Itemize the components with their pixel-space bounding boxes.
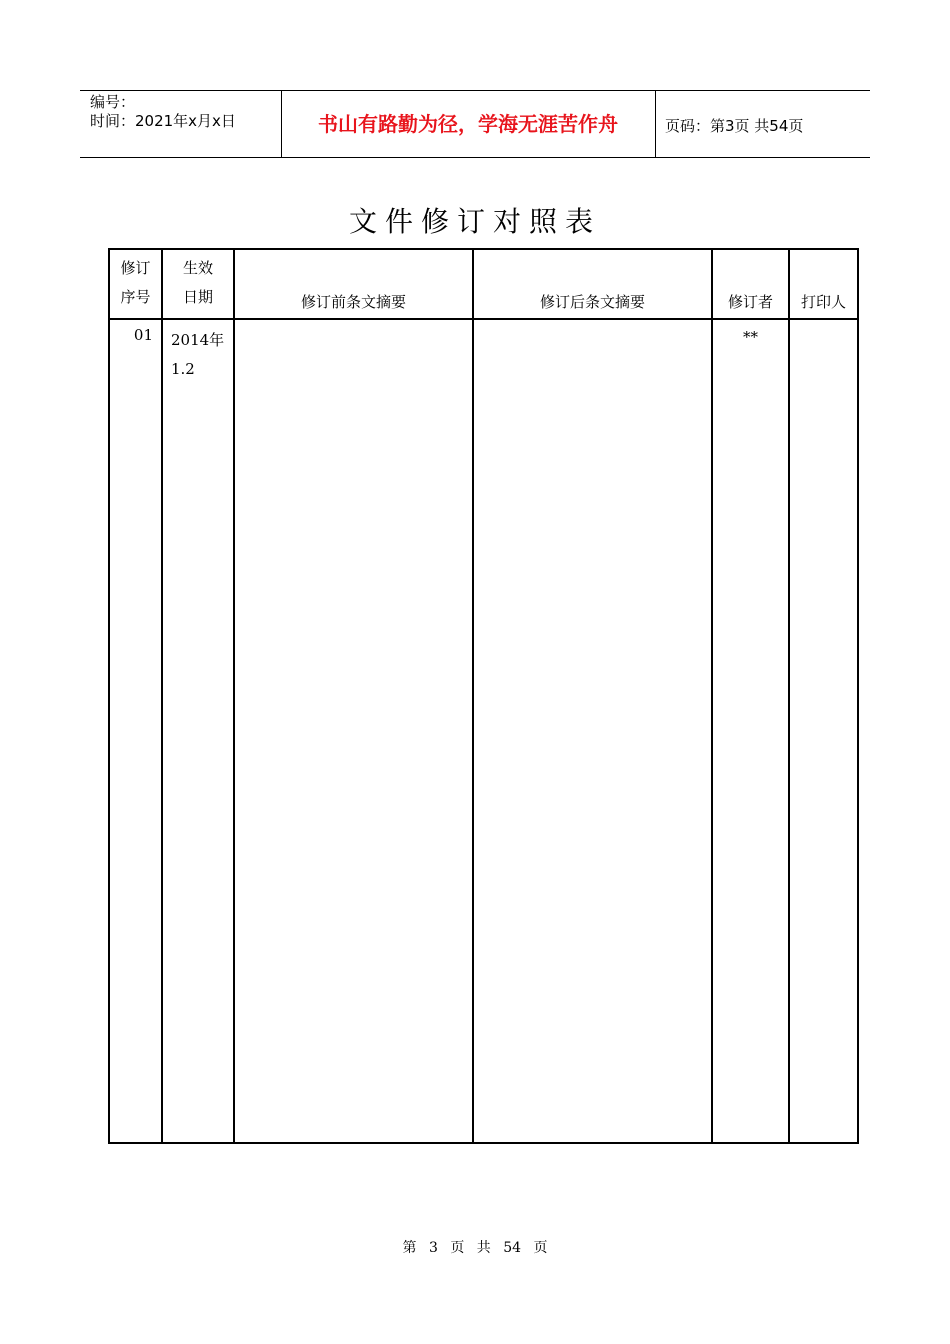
footer-di: 第 (402, 1240, 417, 1256)
header-page-info: 页码：第3页 共54页 (665, 117, 804, 135)
footer-ye2: 页 (533, 1240, 548, 1256)
header-effective-date (162, 249, 234, 319)
footer-page-number: 3 (428, 1240, 438, 1256)
effective-date-value (163, 320, 233, 384)
reviser-value: ** (743, 328, 758, 346)
header-effective-date-line1: 生效 (182, 259, 213, 277)
table-row (109, 319, 858, 1143)
header-rev-no-line2: 序号 (120, 288, 151, 306)
cell-rev-no (109, 319, 162, 1143)
header-printer: 打印人 (789, 249, 858, 319)
rev-no-value: 01 (133, 326, 153, 344)
header-effective-date-line2: 日期 (182, 288, 213, 306)
header-bottom-rule (80, 157, 870, 158)
header-motto: 书山有路勤为径，学海无涯苦作舟 (318, 112, 618, 136)
header-after-summary: 修订后条文摘要 (473, 249, 712, 319)
revision-table (108, 248, 859, 1144)
header-divider-right (655, 90, 656, 158)
cell-before-summary (234, 319, 473, 1143)
cell-after-summary (473, 319, 712, 1143)
footer-gong: 共 (476, 1240, 491, 1256)
cell-reviser (712, 319, 789, 1143)
footer-total-pages: 54 (503, 1240, 522, 1256)
table-header-row (109, 249, 858, 319)
cell-effective-date (162, 319, 234, 1143)
header-meta (90, 93, 236, 131)
header-before-summary: 修订前条文摘要 (234, 249, 473, 319)
header-rev-no (109, 249, 162, 319)
document-number-label: 编号： (90, 93, 136, 111)
page-footer (0, 1237, 950, 1257)
effective-date-line1: 2014年 (171, 331, 225, 349)
header-rev-no-line1: 修订 (120, 259, 151, 277)
document-title: 文件修订对照表 (348, 205, 601, 238)
document-time-label: 时间：2021年x月x日 (90, 112, 236, 130)
header-reviser: 修订者 (712, 249, 789, 319)
header-top-rule (80, 90, 870, 91)
effective-date-line2: 1.2 (171, 360, 195, 378)
cell-printer (789, 319, 858, 1143)
footer-ye: 页 (450, 1240, 465, 1256)
